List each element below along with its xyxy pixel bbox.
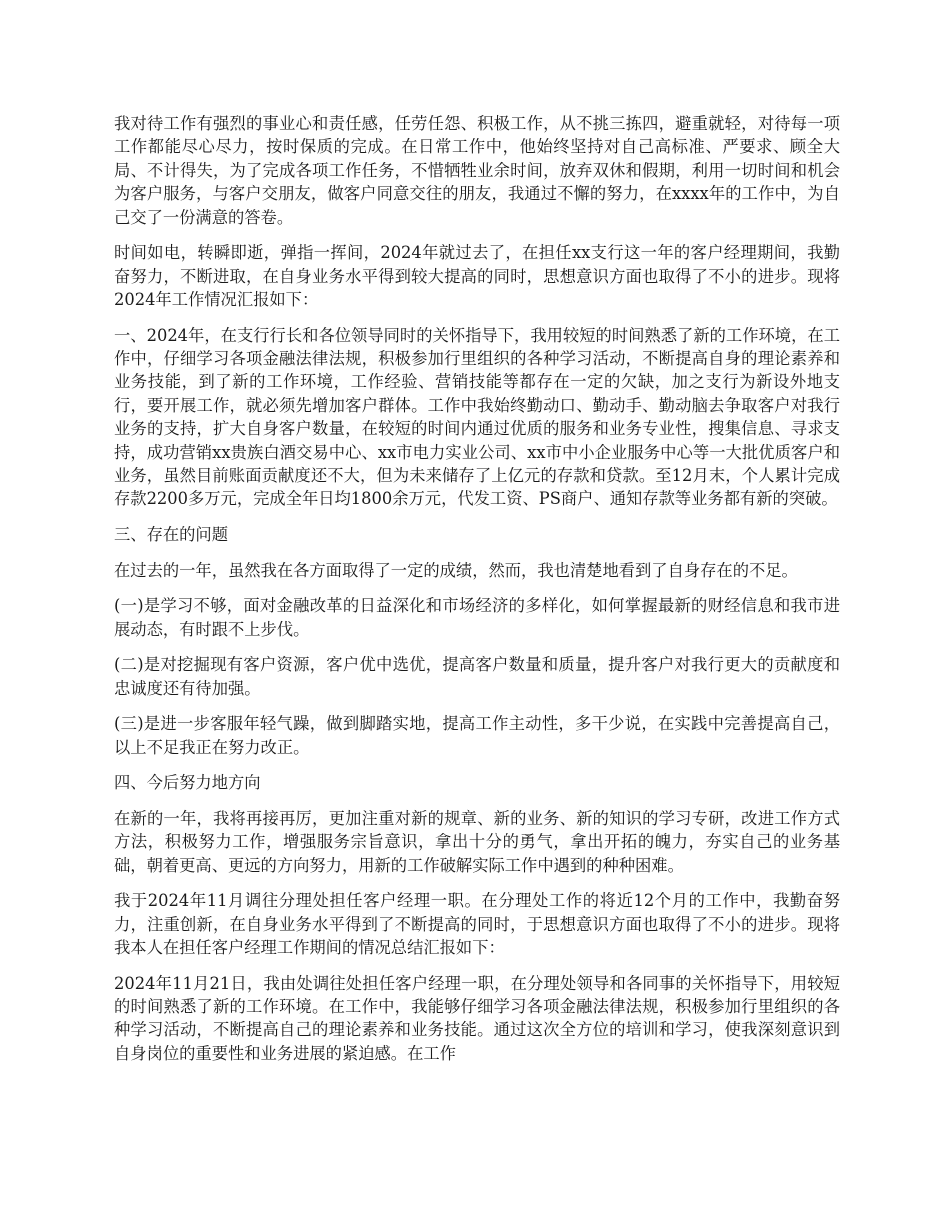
paragraph-future-plan: 在新的一年，我将再接再厉，更加注重对新的规章、新的业务、新的知识的学习专研，改进工作方式方法，积极努力工作，增强服务宗旨意识，拿出十分的勇气，拿出开拓的魄力，夯实自己的业务基础，朝着更高、更远的方向努力，用新的工作破解实际工作中遇到的种种困难。 xyxy=(114,808,840,875)
paragraph-intro: 我对待工作有强烈的事业心和责任感，任劳任怨、积极工作，从不挑三拣四，避重就轻，对待每一项工作都能尽心尽力，按时保质的完成。在日常工作中，他始终坚持对自己高标准、严要求、顾全大局、不计得失，为了完成各项工作任务，不惜牺牲业余时间，放弃双休和假期，利用一切时间和机会为客户服务，与客户交朋友，做客户同意交往的朋友，我通过不懈的努力，在xxxx年的工作中，为自己交了一份满意的答卷。 xyxy=(114,114,840,227)
paragraph-transfer: 我于2024年11月调往分理处担任客户经理一职。在分理处工作的将近12个月的工作中，我勤奋努力，注重创新，在自身业务水平得到了不断提高的同时，于思想意识方面也取得了不小的进步。现将我本人在担任客户经理工作期间的情况总结汇报如下： xyxy=(114,891,840,958)
paragraph-problem-three: (三)是进一步客服年轻气躁，做到脚踏实地，提高工作主动性，多干少说，在实践中完善提高自己，以上不足我正在努力改正。 xyxy=(114,714,840,757)
paragraph-summary-opening: 时间如电，转瞬即逝，弹指一挥间，2024年就过去了，在担任xx支行这一年的客户经理期间，我勤奋努力，不断进取，在自身业务水平得到较大提高的同时，思想意识方面也取得了不小的进步。现将2024年工作情况汇报如下： xyxy=(114,243,840,310)
paragraph-problem-two: (二)是对挖掘现有客户资源，客户优中选优，提高客户数量和质量，提升客户对我行更大的贡献度和忠诚度还有待加强。 xyxy=(114,655,840,698)
document-body xyxy=(114,112,840,1077)
section-heading-future: 四、今后努力地方向 xyxy=(114,773,261,793)
paragraph-transfer-details: 2024年11月21日，我由处调往处担任客户经理一职，在分理处领导和各同事的关怀指导下，用较短的时间熟悉了新的工作环境。在工作中，我能够仔细学习各项金融法律法规，积极参加行里组织的各种学习活动，不断提高自己的理论素养和业务技能。通过这次全方位的培训和学习，使我深刻意识到自身岗位的重要性和业务进展的紧迫感。在工作 xyxy=(114,973,840,1063)
paragraph-section-one: 一、2024年，在支行行长和各位领导同时的关怀指导下，我用较短的时间熟悉了新的工作环境，在工作中，仔细学习各项金融法律法规，积极参加行里组织的各种学习活动，不断提高自身的理论素养和业务技能，到了新的工作环境，工作经验、营销技能等都存在一定的欠缺，加之支行为新设外地支行，要开展工作，就必须先增加客户群体。工作中我始终勤动口、勤动手、勤动脑去争取客户对我行业务的支持，扩大自身客户数量，在较短的时间内通过优质的服务和业务专业性，搜集信息、寻求支持，成功营销xx贵族白酒交易中心、xx市电力实业公司、xx市中小企业服务中心等一大批优质客户和业务，虽然目前账面贡献度还不大，但为未来储存了上亿元的存款和贷款。至12月末，个人累计完成存款2200多万元，完成全年日均1800余万元，代发工资、PS商户、通知存款等业务都有新的突破。 xyxy=(114,325,840,509)
section-heading-problems: 三、存在的问题 xyxy=(114,525,228,545)
paragraph-problem-one: (一)是学习不够，面对金融改革的日益深化和市场经济的多样化，如何掌握最新的财经信息和我市进展动态，有时跟不上步伐。 xyxy=(114,596,840,639)
paragraph-problems-intro: 在过去的一年，虽然我在各方面取得了一定的成绩，然而，我也清楚地看到了自身存在的不足。 xyxy=(114,560,798,580)
